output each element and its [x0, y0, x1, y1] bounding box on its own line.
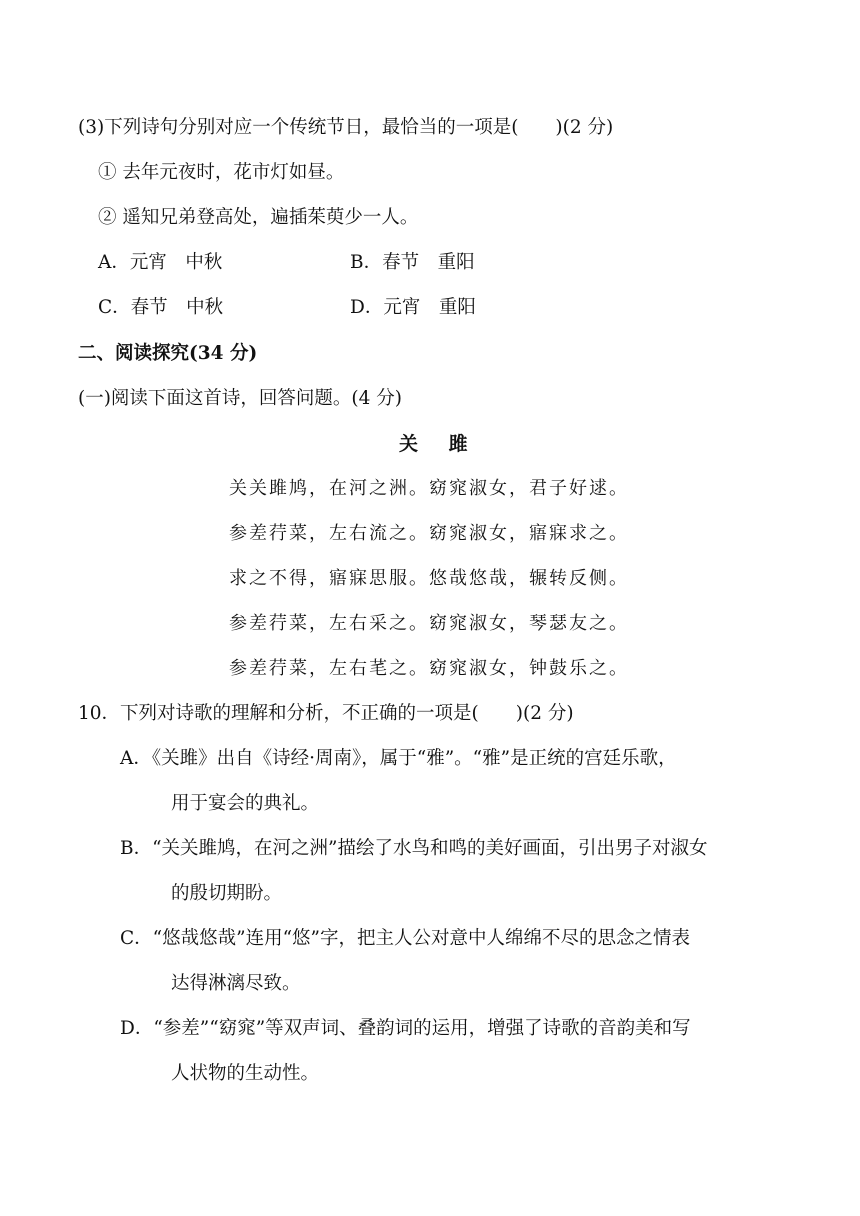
part1-intro: (一)阅读下面这首诗，回答问题。(4 分) [78, 388, 403, 409]
q3-option-b: B．春节 重阳 [350, 252, 475, 273]
q10-option-a-line1: A．《关雎》出自《诗经·周南》，属于“雅”。“雅”是正统的宫廷乐歌， [120, 748, 677, 769]
poem-line-5: 参差荇菜，左右芼之。窈窕淑女，钟鼓乐之。 [229, 658, 629, 679]
section-heading: 二、阅读探究(34 分) [78, 343, 258, 364]
poem-title: 关 雎 [399, 433, 480, 455]
poem-line-3: 求之不得，寤寐思服。悠哉悠哉，辗转反侧。 [229, 568, 629, 589]
q3-option-c: C．春节 中秋 [98, 297, 224, 318]
q10-option-b-line2: 的殷切期盼。 [171, 883, 283, 904]
q10-option-d-line2: 人状物的生动性。 [171, 1063, 320, 1084]
poem-line-1: 关关雎鸠，在河之洲。窈窕淑女，君子好逑。 [229, 478, 629, 499]
q10-option-d-line1: D．“参差”“窈窕”等双声词、叠韵词的运用，增强了诗歌的音韵美和写 [120, 1018, 691, 1039]
q10-option-a-line2: 用于宴会的典礼。 [171, 793, 320, 814]
q10-option-c-line1: C．“悠哉悠哉”连用“悠”字，把主人公对意中人绵绵不尽的思念之情表 [120, 928, 690, 949]
q3-item-1: ① 去年元夜时，花市灯如昼。 [98, 162, 345, 183]
q3-stem: (3)下列诗句分别对应一个传统节日，最恰当的一项是( )(2 分) [78, 117, 614, 138]
q3-item-2: ② 遥知兄弟登高处，遍插茱萸少一人。 [98, 207, 419, 228]
q3-option-d: D．元宵 重阳 [350, 297, 476, 318]
q3-option-a: A．元宵 中秋 [98, 252, 223, 273]
q10-option-b-line1: B．“关关雎鸠，在河之洲”描绘了水鸟和鸣的美好画面，引出男子对淑女 [120, 838, 708, 859]
poem-line-4: 参差荇菜，左右采之。窈窕淑女，琴瑟友之。 [229, 613, 629, 634]
q10-option-c-line2: 达得淋漓尽致。 [171, 973, 301, 994]
poem-line-2: 参差荇菜，左右流之。窈窕淑女，寤寐求之。 [229, 523, 629, 544]
q10-stem: 10．下列对诗歌的理解和分析，不正确的一项是( )(2 分) [78, 703, 574, 724]
